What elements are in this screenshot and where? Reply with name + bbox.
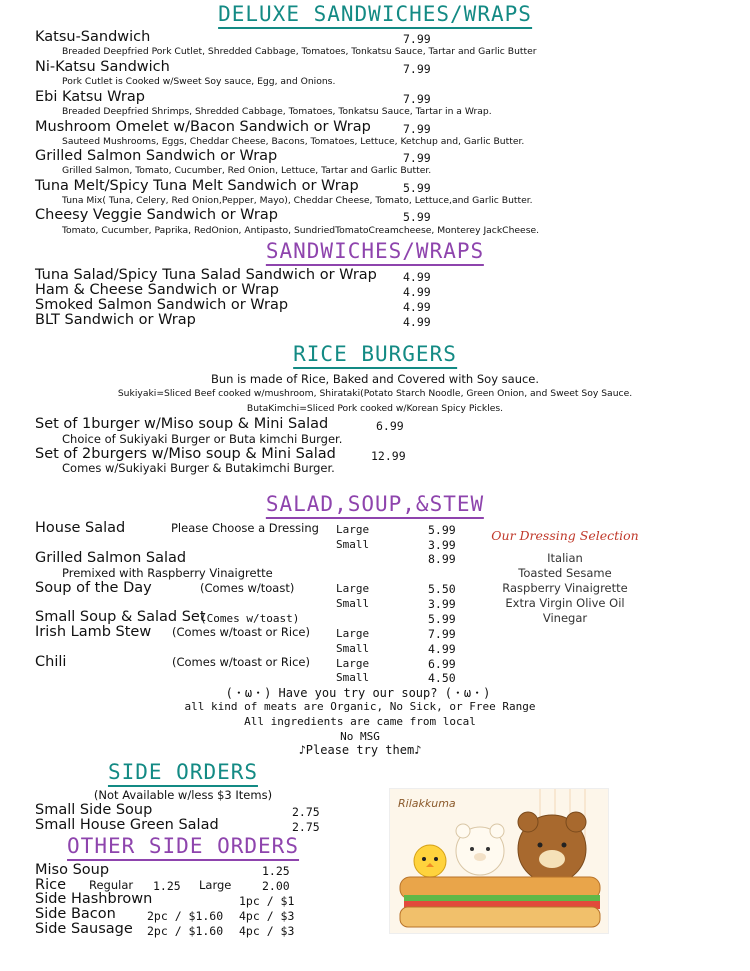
footnote: all kind of meats are Organic, No Sick, or Free Range [184, 700, 536, 713]
size-label: Large [336, 523, 370, 536]
menu-item-desc: Breaded Deepfried Shrimps, Shredded Cabbage, Tomatoes, Tonkatsu Sauce, Tartar in a Wrap. [62, 106, 492, 117]
menu-item-name: Chili [35, 654, 67, 670]
size-label: Small [336, 597, 370, 610]
menu-item-price: 2.00 [262, 879, 290, 893]
menu-item-note: (Comes w/toast) [200, 581, 295, 595]
menu-item-name: Side Bacon [35, 906, 116, 922]
menu-item-price: 8.99 [428, 552, 456, 566]
menu-item-price: 1.25 [153, 879, 181, 893]
menu-item-price: 2pc / $1.60 [147, 909, 224, 923]
dressing-item: Raspberry Vinaigrette [502, 581, 628, 595]
brand-logo: Rilakkuma [398, 797, 456, 810]
size-label: Large [199, 878, 232, 892]
menu-item-desc: Tomato, Cucumber, Paprika, RedOnion, Antipasto, SundriedTomatoCreamcheese, Monterey JackCheese. [62, 225, 540, 236]
menu-item-price: 4.99 [403, 270, 431, 284]
menu-item-price: 4.99 [428, 642, 456, 656]
section-title-sandwiches: SANDWICHES/WRAPS [266, 239, 484, 266]
menu-item-name: Rice [35, 877, 66, 893]
menu-item-name: Smoked Salmon Sandwich or Wrap [35, 297, 289, 313]
menu-item-price: 6.99 [376, 419, 404, 433]
menu-item-price: 4.99 [403, 300, 431, 314]
menu-item-name: BLT Sandwich or Wrap [35, 312, 196, 328]
menu-item-name: Mushroom Omelet w/Bacon Sandwich or Wrap [35, 119, 371, 135]
menu-item-sub: Premixed with Raspberry Vinaigrette [62, 566, 273, 580]
menu-item-name: Katsu-Sandwich [35, 29, 151, 45]
menu-item-name: Small Side Soup [35, 802, 153, 818]
menu-item-name: Ni-Katsu Sandwich [35, 59, 170, 75]
dressing-item: Italian [547, 551, 583, 565]
menu-item-name: Set of 1burger w/Miso soup & Mini Salad [35, 416, 329, 432]
menu-item-price: 3.99 [428, 538, 456, 552]
menu-item-price: 2pc / $1.60 [147, 924, 224, 938]
menu-item-desc: Sauteed Mushrooms, Eggs, Cheddar Cheese, Bacons, Tomatoes, Lettuce, Ketchup and, Garlic Butter. [62, 136, 525, 147]
menu-item-price: 6.99 [428, 657, 456, 671]
menu-item-name: Ebi Katsu Wrap [35, 89, 145, 105]
dressing-item: Toasted Sesame [518, 566, 612, 580]
menu-item-desc: Grilled Salmon, Tomato, Cucumber, Red Onion, Lettuce, Tartar and Garlic Butter. [62, 165, 432, 176]
menu-item-sub: Choice of Sukiyaki Burger or Buta kimchi Burger. [62, 432, 343, 446]
menu-item-name: House Salad [35, 520, 126, 536]
section-title-side-orders: SIDE ORDERS [108, 760, 258, 787]
menu-item-name: Small Soup & Salad Set [35, 609, 206, 625]
menu-item-price: 4.99 [403, 315, 431, 329]
menu-item-name: Side Sausage [35, 921, 133, 937]
menu-item-price: 5.99 [428, 523, 456, 537]
menu-item-price: 5.99 [428, 612, 456, 626]
menu-item-name: Grilled Salmon Sandwich or Wrap [35, 148, 278, 164]
menu-item-note: Please Choose a Dressing [171, 521, 319, 535]
menu-item-price: 3.99 [428, 597, 456, 611]
menu-item-price: 4.50 [428, 671, 456, 685]
menu-item-price: 5.99 [403, 181, 431, 195]
bears-sandwich-image [390, 789, 608, 933]
menu-item-name: Irish Lamb Stew [35, 624, 152, 640]
menu-item-desc: Pork Cutlet is Cooked w/Sweet Soy sauce, Egg, and Onions. [62, 76, 336, 87]
menu-item-price: 1pc / $1 [239, 894, 295, 908]
section-title-rice-burgers: RICE BURGERS [293, 342, 457, 369]
menu-item-price: 5.50 [428, 582, 456, 596]
rice-note: ButaKimchi=Sliced Pork cooked w/Korean Spicy Pickles. [246, 403, 504, 414]
menu-item-name: Grilled Salmon Salad [35, 550, 187, 566]
menu-item-desc: Tuna Mix( Tuna, Celery, Red Onion,Pepper, Mayo), Cheddar Cheese, Tomato, Lettuce,and Garlic Butter. [62, 195, 533, 206]
menu-item-sub: Comes w/Sukiyaki Burger & Butakimchi Burger. [62, 461, 335, 475]
menu-item-name: Set of 2burgers w/Miso soup & Mini Salad [35, 446, 336, 462]
rice-note: Sukiyaki=Sliced Beef cooked w/mushroom, Shirataki(Potato Starch Noodle, Green Onion, and Sweet Soy Sauce. [117, 388, 633, 399]
menu-item-price: 1.25 [262, 864, 290, 878]
menu-item-name: Tuna Melt/Spicy Tuna Melt Sandwich or Wrap [35, 178, 359, 194]
size-label: Small [336, 642, 370, 655]
dressing-title: Our Dressing Selection [491, 528, 639, 543]
section-title-other-side-orders: OTHER SIDE ORDERS [67, 834, 299, 861]
menu-item-name: Miso Soup [35, 862, 110, 878]
footnote: (・ω・) Have you try our soup? (・ω・) [225, 686, 491, 700]
menu-item-name: Ham & Cheese Sandwich or Wrap [35, 282, 280, 298]
menu-item-name: Cheesy Veggie Sandwich or Wrap [35, 207, 278, 223]
size-label: Small [336, 671, 370, 684]
menu-item-name: Small House Green Salad [35, 817, 219, 833]
side-note: (Not Available w/less $3 Items) [93, 788, 273, 802]
menu-item-price: 7.99 [403, 122, 431, 136]
rice-note: Bun is made of Rice, Baked and Covered with Soy sauce. [210, 372, 540, 386]
footnote: ♪Please try them♪ [298, 743, 422, 757]
menu-item-price: 7.99 [403, 92, 431, 106]
dressing-item: Vinegar [542, 611, 588, 625]
rilakkuma-illustration [389, 788, 609, 934]
section-title-salad-soup-stew: SALAD,SOUP,&STEW [266, 492, 484, 519]
menu-item-name: Soup of the Day [35, 580, 152, 596]
menu-item-price: 4.99 [403, 285, 431, 299]
menu-item-price: 12.99 [371, 449, 406, 463]
footnote: All ingredients are came from local [244, 715, 476, 728]
section-title-deluxe: DELUXE SANDWICHES/WRAPS [218, 2, 532, 29]
size-label: Large [336, 657, 370, 670]
menu-item-price: 7.99 [403, 151, 431, 165]
menu-item-desc: Breaded Deepfried Pork Cutlet, Shredded Cabbage, Tomatoes, Tonkatsu Sauce, Tartar and Garlic Butter [62, 46, 537, 57]
size-label: Large [336, 627, 370, 640]
menu-item-name: Tuna Salad/Spicy Tuna Salad Sandwich or Wrap [35, 267, 377, 283]
menu-item-price: 7.99 [428, 627, 456, 641]
footnote: No MSG [340, 730, 380, 743]
menu-item-price: 4pc / $3 [239, 924, 295, 938]
menu-item-note: (Comes w/toast) [200, 612, 300, 625]
menu-item-name: Side Hashbrown [35, 891, 153, 907]
menu-item-price: 2.75 [292, 805, 320, 819]
menu-item-note: (Comes w/toast or Rice) [172, 625, 310, 639]
menu-item-price: 7.99 [403, 62, 431, 76]
size-label: Regular [89, 878, 134, 892]
menu-item-price: 7.99 [403, 32, 431, 46]
size-label: Small [336, 538, 370, 551]
dressing-item: Extra Virgin Olive Oil [505, 596, 625, 610]
size-label: Large [336, 582, 370, 595]
menu-item-price: 5.99 [403, 210, 431, 224]
menu-item-price: 4pc / $3 [239, 909, 295, 923]
menu-item-price: 2.75 [292, 820, 320, 834]
menu-item-note: (Comes w/toast or Rice) [172, 655, 310, 669]
